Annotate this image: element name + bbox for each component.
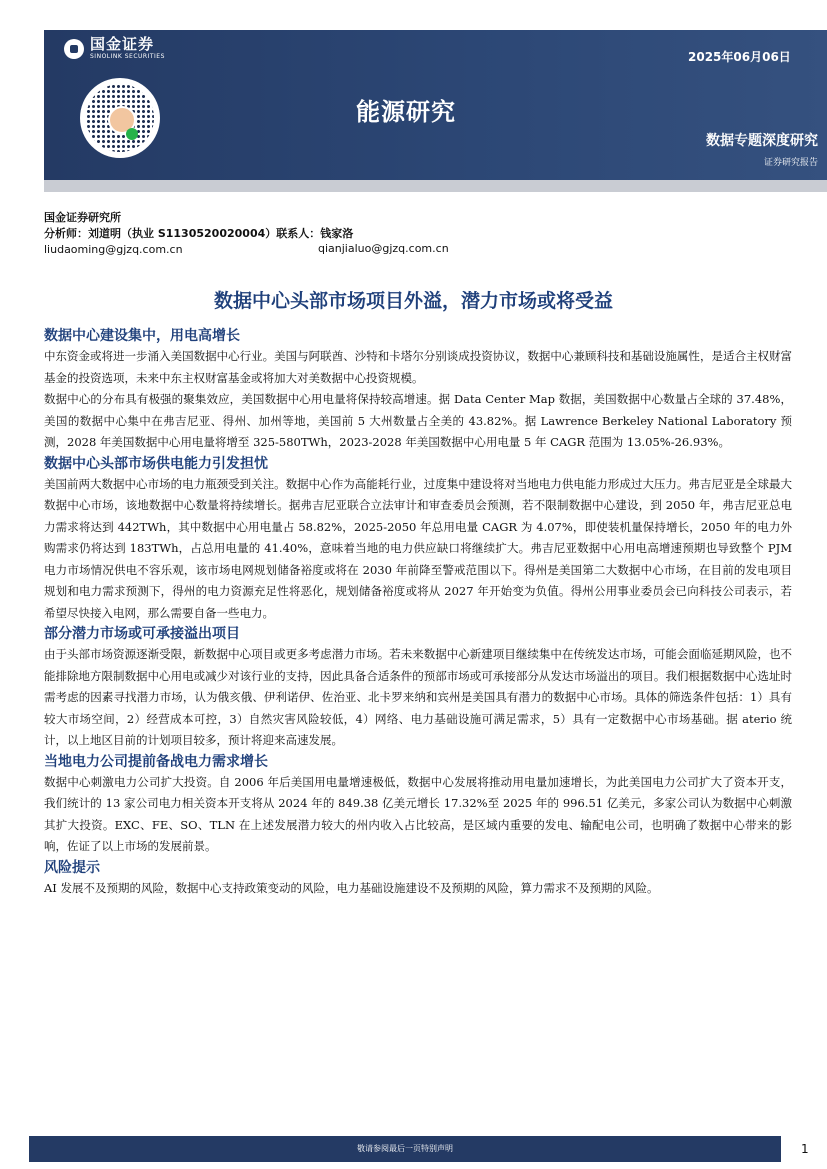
- section-heading: 当地电力公司提前备战电力需求增长: [44, 753, 268, 770]
- section-paragraph: 中东资金或将进一步涌入美国数据中心行业。美国与阿联酋、沙特和卡塔尔分别谈成投资协议，数据中心兼顾科技和基础设施属性，是适合主权财富基金的投资选项，未来中东主权财富基金或将加大对美数据中心投资规模。: [44, 349, 792, 385]
- page-number: 1: [801, 1142, 809, 1156]
- section-paragraph: AI 发展不及预期的风险，数据中心支持政策变动的风险，电力基础设施建设不及预期的风险，算力需求不及预期的风险。: [44, 880, 659, 895]
- section-heading: 风险提示: [44, 859, 100, 876]
- section-heading: 部分潜力市场或可承接溢出项目: [44, 626, 240, 642]
- report-date: 2025年06月06日: [688, 50, 791, 64]
- analyst-line: 分析师：刘道明（执业 S1130520020004）联系人：钱家洛: [44, 227, 354, 240]
- report-kind: 证券研究报告: [763, 158, 818, 168]
- section-heading: 数据中心建设集中，用电高增长: [44, 328, 240, 344]
- analyst-info: [44, 210, 353, 258]
- brand-name-cn: 国金证券: [90, 35, 155, 53]
- section-paragraph: 数据中心刺激电力公司扩大投资。自 2006 年后美国用电量增速极低，数据中心发展将推动用电量加速增长，为此美国电力公司扩大了资本开支，我们统计的 13 家公司电力相关资本开支将从 2024 年的 849.38 亿美元增长 17.32%至 2025 年的 996.51 亿美元，多家公司认为数据中心刺激其扩大投资。EXC、FE、SO、TLN 在上述发展潜力较大的州内收入占比较高，是区域内重要的发电、输配电公司，也明确了数据中心带来的影响，佐证了以上市场的发展前景。: [44, 774, 792, 853]
- section-heading: 数据中心头部市场供电能力引发担忧: [44, 455, 268, 472]
- section-paragraph: 数据中心的分布具有极强的聚集效应，美国数据中心用电量将保持较高增速。据 Data Center Map 数据，美国数据中心数量占全球的 37.48%，美国的数据中心集中在弗吉尼亚、得州、加州等地，美国前 5 大州数量占全美的 43.82%。据 Lawrence Berkeley National Laboratory 预测，2028 年美国数据中心用电量将增至 325-580TWh，2023-2028 年美国数据中心用电量 5 年 CAGR 范围为 13.05%-26.93%。: [44, 392, 792, 449]
- analyst-email[interactable]: liudaoming@gjzq.com.cn: [44, 243, 183, 256]
- brand-logo-icon: [64, 39, 84, 59]
- institute-name: 国金证券研究所: [44, 211, 121, 224]
- header-shadow: [44, 180, 827, 192]
- report-category: 能源研究: [356, 98, 456, 126]
- brand-name-en: SINOLINK SECURITIES: [90, 53, 165, 60]
- report-title: 数据中心头部市场项目外溢，潜力市场或将受益: [213, 290, 613, 312]
- section-paragraph: 美国前两大数据中心市场的电力瓶颈受到关注。数据中心作为高能耗行业，过度集中建设将对当地电力供电能力形成过大压力。弗吉尼亚是全球最大数据中心市场，该地数据中心数量将持续增长。据弗吉尼亚联合立法审计和审查委员会预测，若不限制数据中心建设，到 2050 年，弗吉尼亚总电力需求将达到 442TWh，其中数据中心用电量占 58.82%，2025-2050 年总用电量 CAGR 为 4.07%，即使装机量保持增长，2050 年的电力外购需求仍将达到 183TWh，占总用电量的 41.40%，意味着当地的电力供应缺口将继续扩大。弗吉尼亚数据中心用电高增速预期也导致整个 PJM 电力市场情况供电不容乐观，该市场电网规划储备裕度或将在 2030 年前降至警戒范围以下。得州是美国第二大数据中心市场，在目前的发电项目规划和电力需求预测下，得州的电力资源充足性将恶化，规划储备裕度或将从 2027 年开始变为负值。得州公用事业委员会已向科技公司表示，若希望尽快接入电网，那么需要自备一些电力。: [44, 476, 792, 620]
- wechat-badge-icon: [126, 128, 138, 140]
- report-body: [44, 326, 792, 899]
- qr-code-icon: [80, 78, 160, 158]
- brand-logo: [64, 37, 165, 60]
- report-subtype: 数据专题深度研究: [706, 133, 818, 149]
- footer-disclaimer-note: 敬请参阅最后一页特别声明: [357, 1144, 453, 1153]
- contact-email[interactable]: qianjialuo@gjzq.com.cn: [318, 242, 449, 255]
- section-paragraph: 由于头部市场资源逐渐受限，新数据中心项目或更多考虑潜力市场。若未来数据中心新建项目继续集中在传统发达市场，可能会面临延期风险，也不能排除地方限制数据中心用电或减少对该行业的支持，因此具备合适条件的预部市场或可承接部分从发达市场溢出的项目。我们根据数据中心选址时需考虑的因素寻找潜力市场，认为俄亥俄、伊利诺伊、佐治亚、北卡罗来纳和宾州是美国具有潜力的数据中心市场。具体的筛选条件包括：1）具有较大市场空间，2）经营成本可控，3）自然灾害风险较低，4）网络、电力基础设施可满足需求，5）具有一定数据中心市场基础。据 aterio 统计，以上地区目前的计划项目较多，预计将迎来高速发展。: [44, 647, 792, 747]
